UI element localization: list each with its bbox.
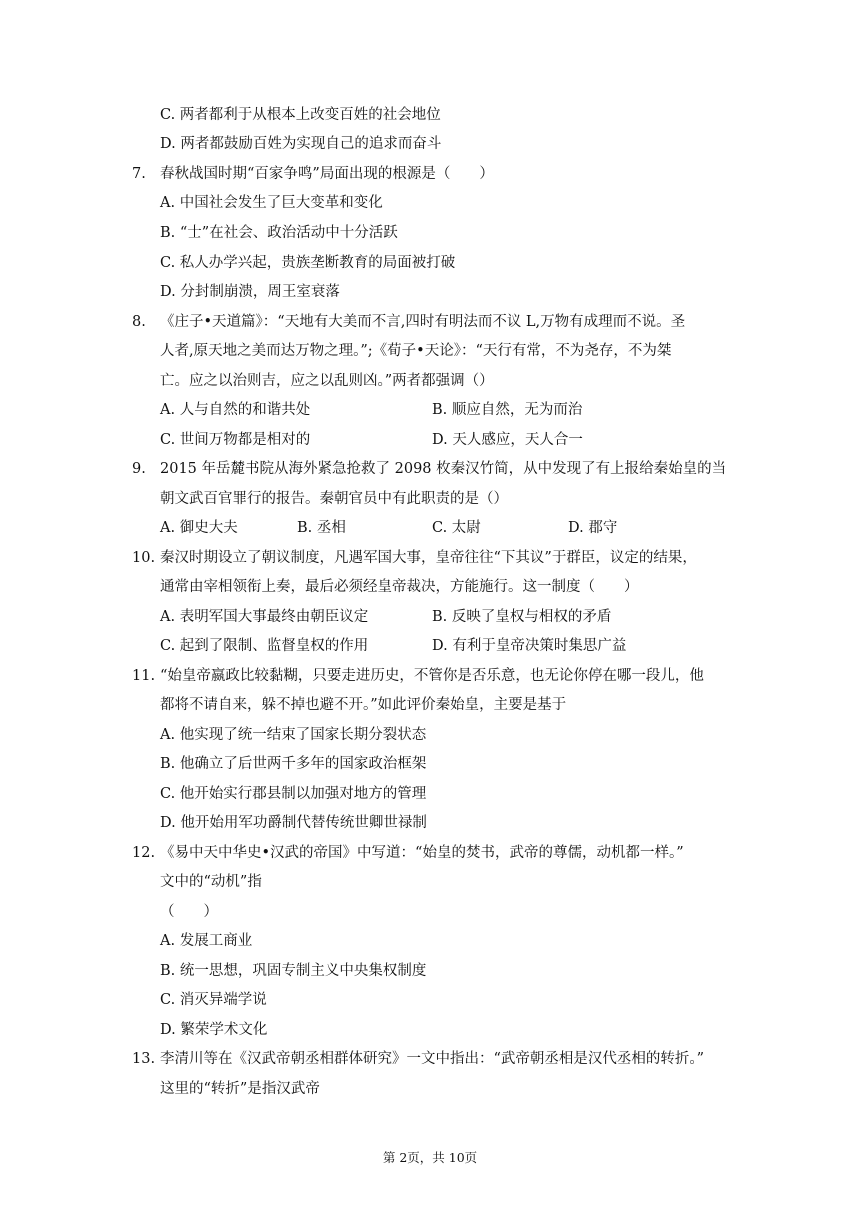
q12-answer-blank: （ ） (160, 904, 218, 920)
q7-option-d: D. 分封制崩溃，周王室衰落 (160, 284, 340, 300)
page-footer: 第 2页，共 10页 (382, 1150, 478, 1165)
q12-option-b: B. 统一思想，巩固专制主义中央集权制度 (160, 963, 427, 979)
q8-stem-line1: 《庄子•天道篇》：“天地有大美而不言,四时有明法而不议 L,万物有成理而不说。圣 (160, 314, 686, 330)
q9-option-a: A. 御史大夫 (160, 520, 238, 536)
q12-option-d: D. 繁荣学术文化 (160, 1022, 268, 1038)
q12-option-a: A. 发展工商业 (160, 933, 253, 949)
q11-number: 11. (132, 668, 156, 684)
q11-option-b: B. 他确立了后世两千多年的国家政治框架 (160, 756, 427, 772)
q13-number: 13. (132, 1051, 156, 1067)
q10-option-a: A. 表明军国大事最终由朝臣议定 (160, 609, 369, 625)
q6-option-c: C. 两者都利于从根本上改变百姓的社会地位 (160, 107, 441, 123)
q11-stem-line1: “始皇帝嬴政比较黏糊，只要走进历史，不管你是否乐意，也无论你停在哪一段儿，他 (160, 668, 704, 684)
q12-stem-line1: 《易中天中华史•汉武的帝国》中写道：“始皇的焚书，武帝的尊儒，动机都一样。” (160, 845, 684, 861)
q7-option-b: B. “士”在社会、政治活动中十分活跃 (160, 225, 398, 241)
q10-number: 10. (132, 550, 156, 566)
q13-stem-line1: 李清川等在《汉武帝朝丞相群体研究》一文中指出：“武帝朝丞相是汉代丞相的转折。” (160, 1051, 705, 1067)
q9-option-b: B. 丞相 (297, 520, 346, 536)
q6-option-d: D. 两者都鼓励百姓为实现自己的追求而奋斗 (160, 136, 442, 152)
q12-number: 12. (132, 845, 156, 861)
q8-stem-line3: 亡。应之以治则吉，应之以乱则凶。”两者都强调（） (160, 373, 494, 389)
q8-number: 8. (132, 314, 146, 330)
q10-option-c: C. 起到了限制、监督皇权的作用 (160, 638, 369, 654)
q9-stem-line2: 朝文武百官罪行的报告。秦朝官员中有此职责的是（） (160, 491, 508, 507)
q12-option-c: C. 消灭异端学说 (160, 992, 267, 1008)
q9-option-d: D. 郡守 (568, 520, 618, 536)
q7-stem: 春秋战国时期“百家争鸣”局面出现的根源是（ ） (160, 166, 494, 182)
q9-option-c: C. 太尉 (432, 520, 481, 536)
q7-option-a: A. 中国社会发生了巨大变革和变化 (160, 195, 383, 211)
q8-stem-line2: 人者,原天地之美而达万物之理。”;《荀子•天论》：“天行有常，不为尧存，不为桀 (160, 343, 672, 359)
q10-stem-line1: 秦汉时期设立了朝议制度，凡遇军国大事，皇帝往往“下其议”于群臣，议定的结果， (160, 550, 697, 566)
q9-number: 9. (132, 461, 146, 477)
q13-stem-line2: 这里的“转折”是指汉武帝 (160, 1081, 320, 1097)
q7-option-c: C. 私人办学兴起，贵族垄断教育的局面被打破 (160, 255, 456, 271)
q8-option-c: C. 世间万物都是相对的 (160, 432, 311, 448)
q11-option-c: C. 他开始实行郡县制以加强对地方的管理 (160, 786, 427, 802)
q7-number: 7. (132, 166, 146, 182)
q8-option-d: D. 天人感应，天人合一 (432, 432, 583, 448)
q8-option-b: B. 顺应自然，无为而治 (432, 402, 583, 418)
q11-stem-line2: 都将不请自来，躲不掉也避不开。”如此评价秦始皇，主要是基于 (160, 697, 567, 713)
q9-stem-line1: 2015 年岳麓书院从海外紧急抢救了 2098 枚秦汉竹简，从中发现了有上报给秦始皇的当 (160, 461, 727, 477)
q10-option-d: D. 有利于皇帝决策时集思广益 (432, 638, 627, 654)
q11-option-d: D. 他开始用军功爵制代替传统世卿世禄制 (160, 815, 427, 831)
q10-option-b: B. 反映了皇权与相权的矛盾 (432, 609, 612, 625)
q10-stem-line2: 通常由宰相领衔上奏，最后必须经皇帝裁决，方能施行。这一制度（ ） (160, 579, 639, 595)
q11-option-a: A. 他实现了统一结束了国家长期分裂状态 (160, 727, 427, 743)
q12-stem-line2: 文中的“动机”指 (160, 874, 262, 890)
q8-option-a: A. 人与自然的和谐共处 (160, 402, 311, 418)
